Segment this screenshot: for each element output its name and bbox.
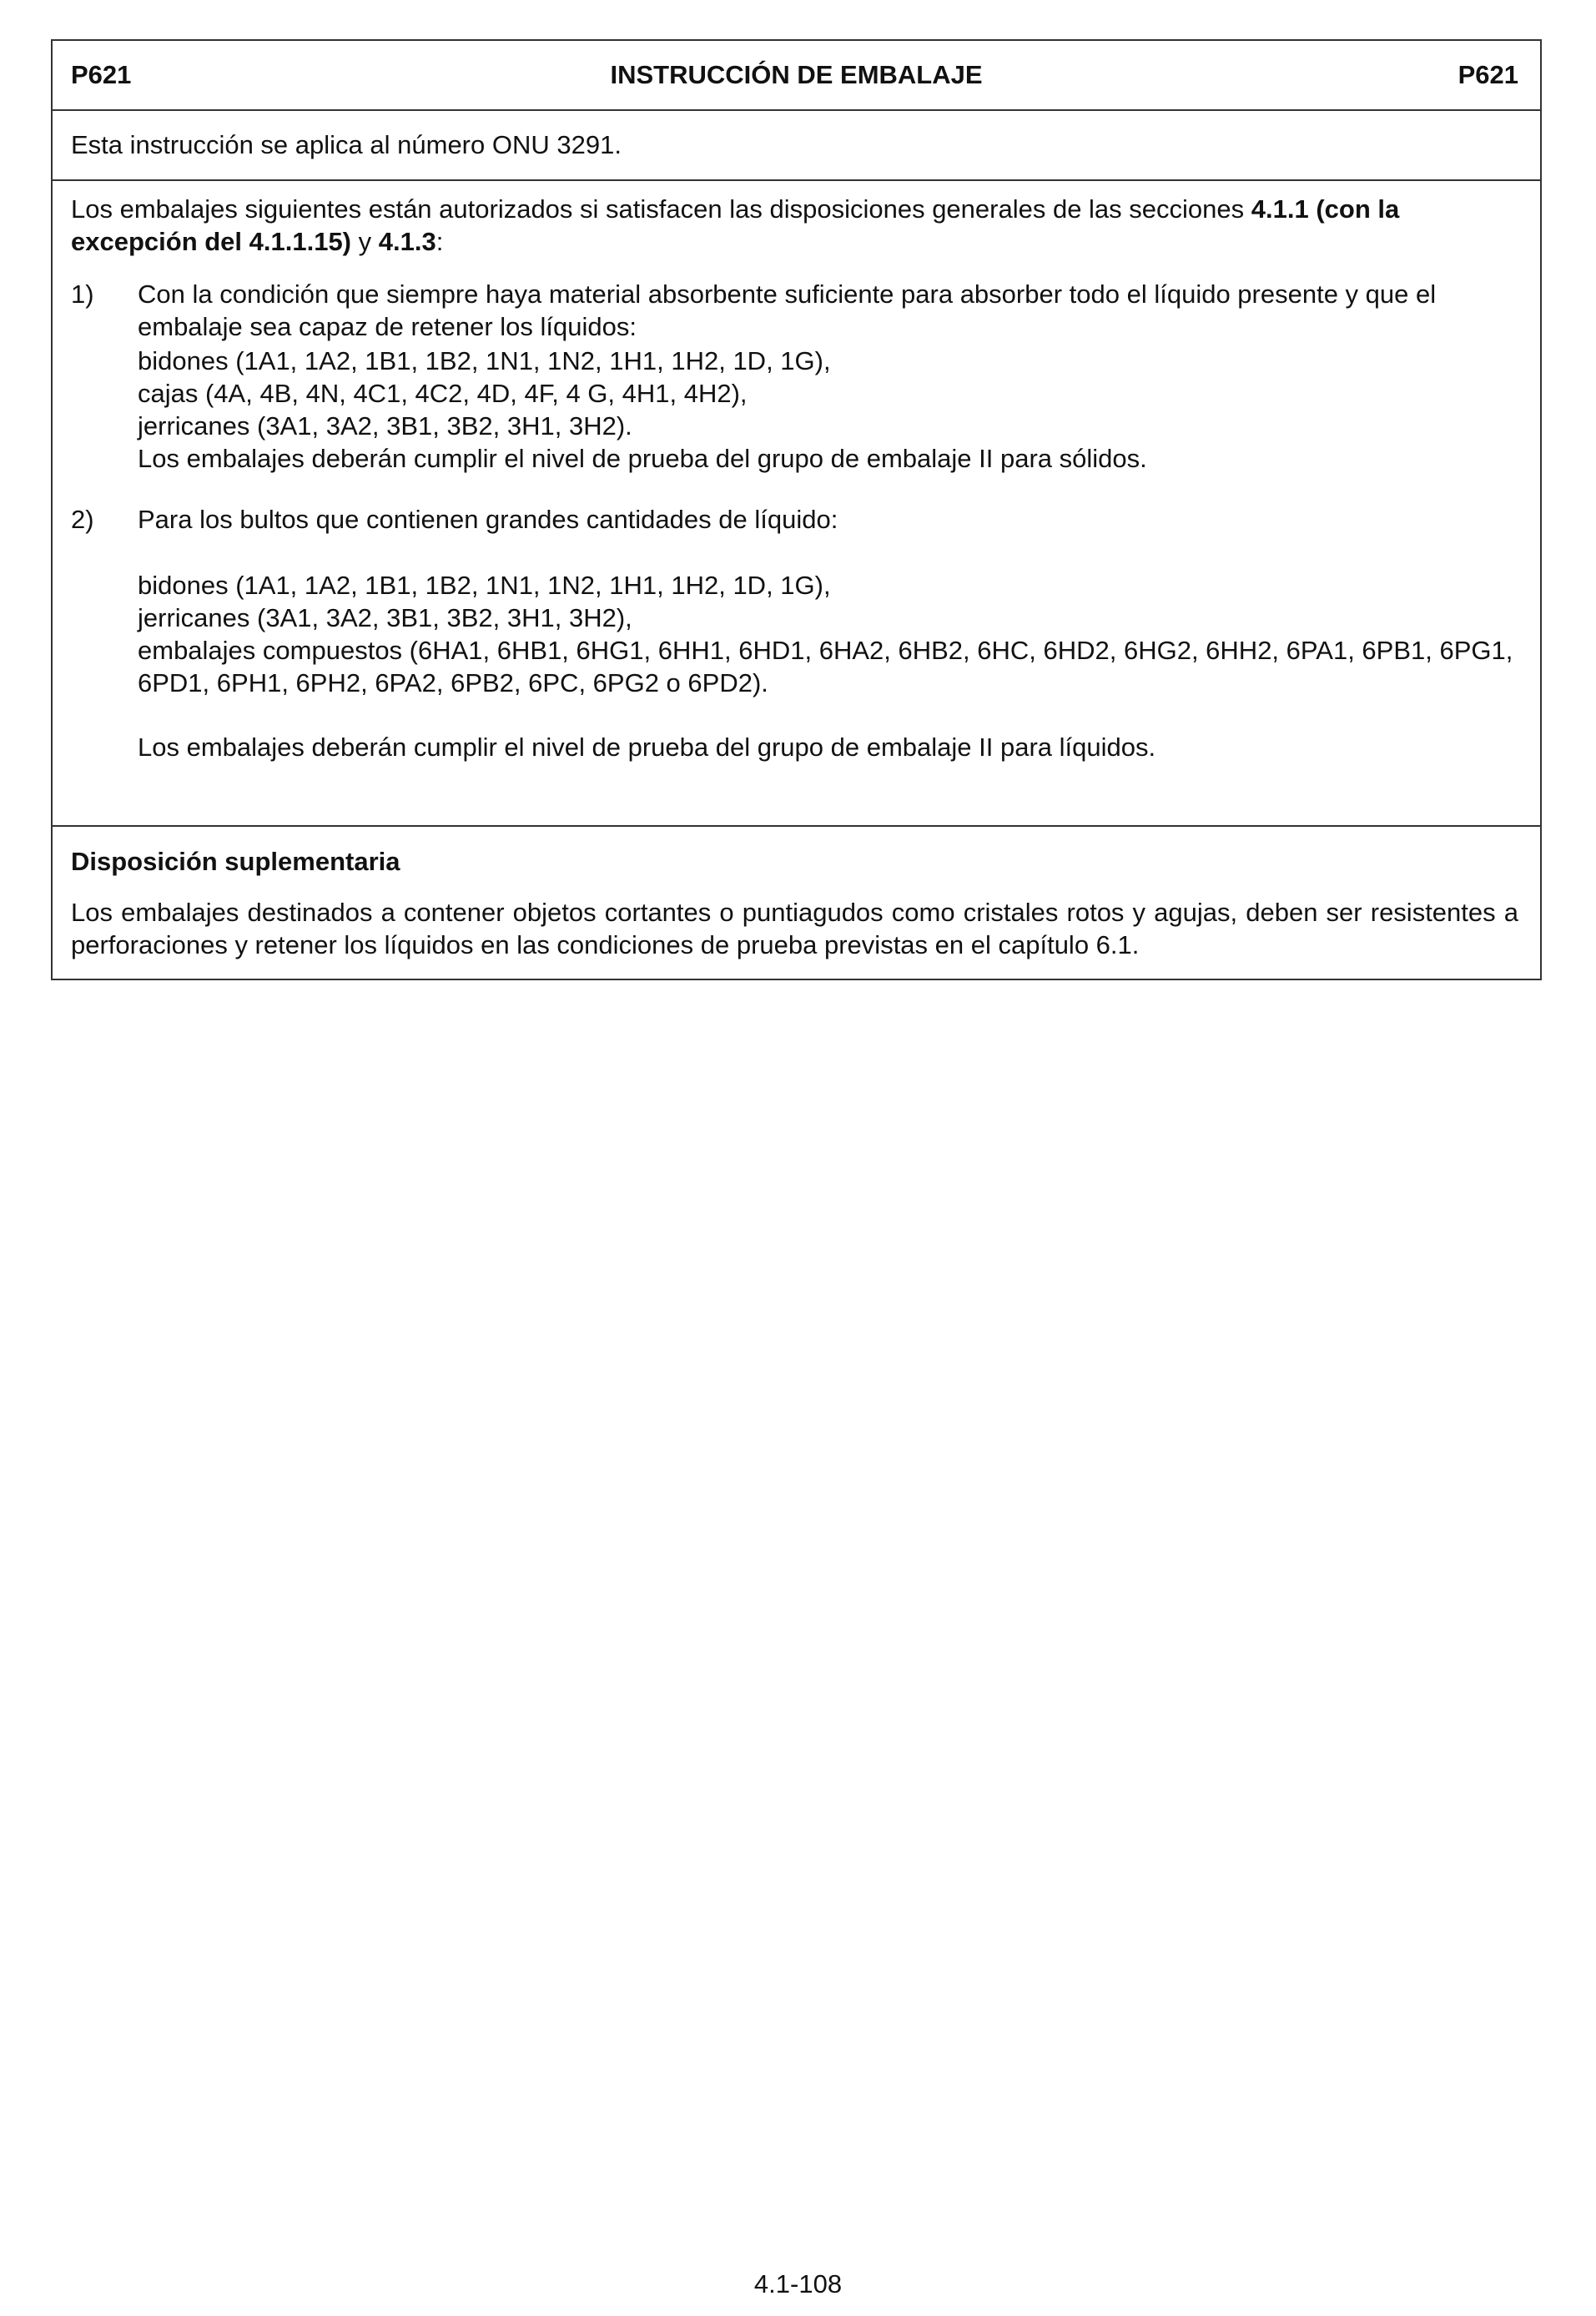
applies-to-row — [53, 111, 1540, 181]
authorized-packagings-section — [53, 181, 1540, 827]
item-condition: Para los bultos que contienen grandes cantidades de líquido: — [138, 505, 838, 534]
intro-text-middle: y — [351, 227, 379, 256]
item-closing-text: Los embalajes deberán cumplir el nivel de prueba del grupo de embalaje II para líquidos. — [138, 733, 1156, 762]
intro-bold-sections: 4.1.1 (con la excepción del 4.1.1.15) — [71, 194, 1400, 256]
header-row — [53, 41, 1540, 111]
supplementary-text: Los embalajes destinados a contener objetos cortantes o puntiagudos como cristales rotos y agujas, deben ser resistentes a perforaciones y retener los líquidos en las condiciones de prueba previstas en el capítulo 6.1. — [71, 898, 1518, 959]
applies-to-text: Esta instrucción se aplica al número ONU 3291. — [71, 130, 622, 159]
packaging-line: bidones (1A1, 1A2, 1B1, 1B2, 1N1, 1N2, 1H1, 1H2, 1D, 1G), — [138, 571, 831, 600]
page-number: 4.1-108 — [753, 2269, 843, 2298]
list-item — [71, 278, 1518, 475]
item-number: 1) — [71, 279, 94, 309]
intro-bold-section-413: 4.1.3 — [378, 227, 436, 256]
supplementary-provision-section — [53, 827, 1540, 979]
intro-text-before: Los embalajes siguientes están autorizados si satisfacen las disposiciones generales de las secciones — [71, 194, 1251, 224]
packing-instruction-table — [51, 39, 1542, 980]
packaging-line: embalajes compuestos (6HA1, 6HB1, 6HG1, 6HH1, 6HD1, 6HA2, 6HB2, 6HC, 6HD2, 6HG2, 6HH2, 6PA1, 6PB1, 6PG1, 6PD1, 6PH1, 6PH2, 6PA2, 6PB2, 6PC, 6PG2 o 6PD2). — [138, 636, 1513, 697]
item-condition: Con la condición que siempre haya material absorbente suficiente para absorber todo el líquido presente y que el embalaje sea capaz de retener los líquidos: — [138, 279, 1437, 341]
packaging-line: cajas (4A, 4B, 4N, 4C1, 4C2, 4D, 4F, 4 G, 4H1, 4H2), — [138, 379, 748, 408]
intro-paragraph — [71, 193, 1518, 258]
intro-text-after: : — [436, 227, 444, 256]
item-packaging-lines — [138, 569, 1518, 699]
header-right-code: P621 — [1458, 60, 1518, 89]
packaging-line: Los embalajes deberán cumplir el nivel de prueba del grupo de embalaje II para sólidos. — [138, 444, 1147, 473]
item-body — [138, 278, 1518, 475]
item-body — [138, 503, 1518, 763]
header-left-code: P621 — [71, 60, 132, 89]
supplementary-title: Disposición suplementaria — [71, 847, 400, 876]
item-packaging-lines — [138, 345, 1518, 475]
packaging-line: bidones (1A1, 1A2, 1B1, 1B2, 1N1, 1N2, 1H1, 1H2, 1D, 1G), — [138, 346, 831, 375]
list-item — [71, 503, 1518, 763]
packaging-line: jerricanes (3A1, 3A2, 3B1, 3B2, 3H1, 3H2), — [138, 603, 632, 632]
header-title: INSTRUCCIÓN DE EMBALAJE — [610, 60, 983, 89]
item-number: 2) — [71, 505, 94, 534]
packaging-line: jerricanes (3A1, 3A2, 3B1, 3B2, 3H1, 3H2). — [138, 411, 632, 441]
